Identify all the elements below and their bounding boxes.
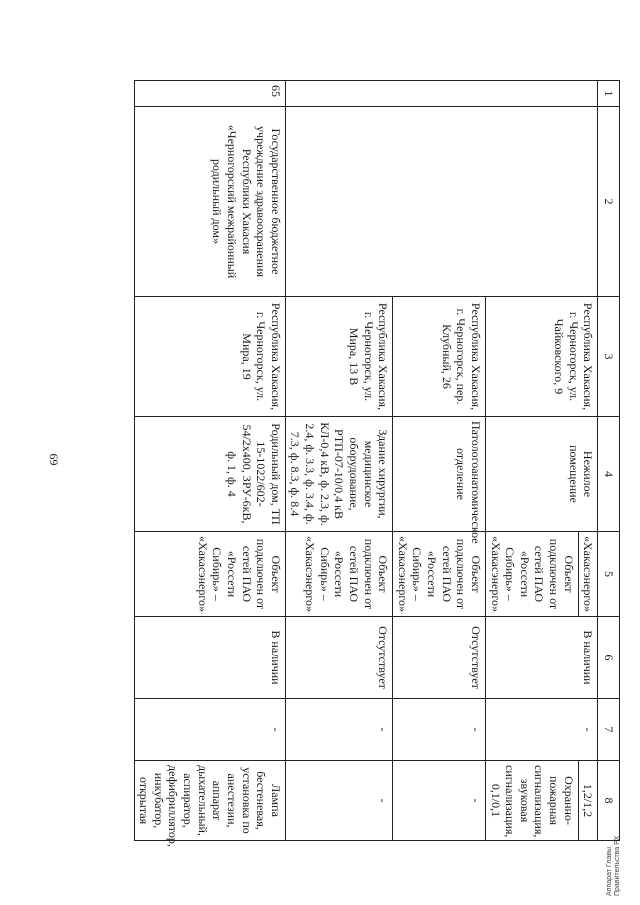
table-row (578, 81, 598, 841)
cell-address: Республика Хакасия, г. Черногорск, ул. Мира, 13 В (285, 297, 392, 417)
cell-address: Республика Хакасия, г. Черногорск, ул. Чайковского, 9 (486, 297, 598, 417)
cell-object: Родильный дом, ТП 15-1022/602-54/2х400, ЗРУ-6кВ, ф. 1, ф. 4 (134, 417, 285, 532)
cell-col7: - (285, 699, 392, 761)
header-cell: 5 (598, 532, 620, 617)
header-cell: 1 (598, 81, 620, 107)
cell-col8: 1,2/1,2 (578, 761, 598, 841)
header-cell: 4 (598, 417, 620, 532)
cell-address: Республика Хакасия, г. Черногорск, ул. Мира, 19 (134, 297, 285, 417)
footer-line: Правительства РХ (614, 835, 622, 896)
header-cell: 2 (598, 107, 620, 297)
cell-organization (285, 107, 598, 297)
cell-col7: - (393, 699, 486, 761)
cell-connection: «Хакасэнерго» (578, 532, 598, 617)
cell-availability: Отсутствует (285, 617, 392, 699)
table-row (134, 81, 285, 841)
cell-availability: В наличии (134, 617, 285, 699)
cell-col8: - (285, 761, 392, 841)
cell-connection: Объект подключен от сетей ПАО «Россети Сибирь» – «Хакасэнерго» (393, 532, 486, 617)
header-cell: 3 (598, 297, 620, 417)
cell-availability: Отсутствует (393, 617, 486, 699)
cell-connection: Объект подключен от сетей ПАО «Россети Сибирь» – «Хакасэнерго» (134, 532, 285, 617)
cell-col8: Охранно-пожарная сигнализация, звуковая сигнализация, 0,1/0,1 (486, 761, 579, 841)
cell-address: Республика Хакасия, г. Черногорск, пер. Клубный, 26 (393, 297, 486, 417)
header-cell: 8 (598, 761, 620, 841)
header-cell: 6 (598, 617, 620, 699)
footer-stamp (606, 836, 622, 896)
rotated-table-wrapper (134, 80, 620, 847)
cell-col8: - (393, 761, 486, 841)
cell-number (285, 81, 598, 107)
cell-number: 65 (134, 81, 285, 107)
table-header-row (598, 81, 620, 841)
cell-availability: В наличии (486, 617, 598, 699)
cell-connection: Объект подключен от сетей ПАО «Россети Сибирь» – «Хакасэнерго» (285, 532, 392, 617)
objects-table (134, 80, 620, 847)
header-cell: 7 (598, 699, 620, 761)
cell-object: Здание хирургии, медицинское оборудование, РТП-07-10/0,4 кВ КЛ-0,4 кВ, ф. 2.3, ф. 2.4, ф. 3.3, ф. 3.4, ф. 7.3, ф. 8.3, ф. 8.4 (285, 417, 392, 532)
cell-object: Патологоанатомическое отделение (393, 417, 486, 532)
cell-connection: Объект подключен от сетей ПАО «Россети Сибирь» – «Хакасэнерго» (486, 532, 579, 617)
cell-col7: - (134, 699, 285, 761)
footer-line: Аппарат Главы (606, 846, 613, 896)
cell-col8: Лампа бестеневая, установка по анестезии, аппарат дыхательный, аспиратор, дефибриллятор, инкубатор, открытая (134, 761, 285, 841)
page-number: 69 (46, 453, 61, 466)
cell-object: Нежилое помещение (486, 417, 598, 532)
cell-organization: Государственное бюджетное учреждение здравоохранения Республики Хакасия «Черногорский межрайонный родильный дом» (134, 107, 285, 297)
cell-col7: - (486, 699, 598, 761)
